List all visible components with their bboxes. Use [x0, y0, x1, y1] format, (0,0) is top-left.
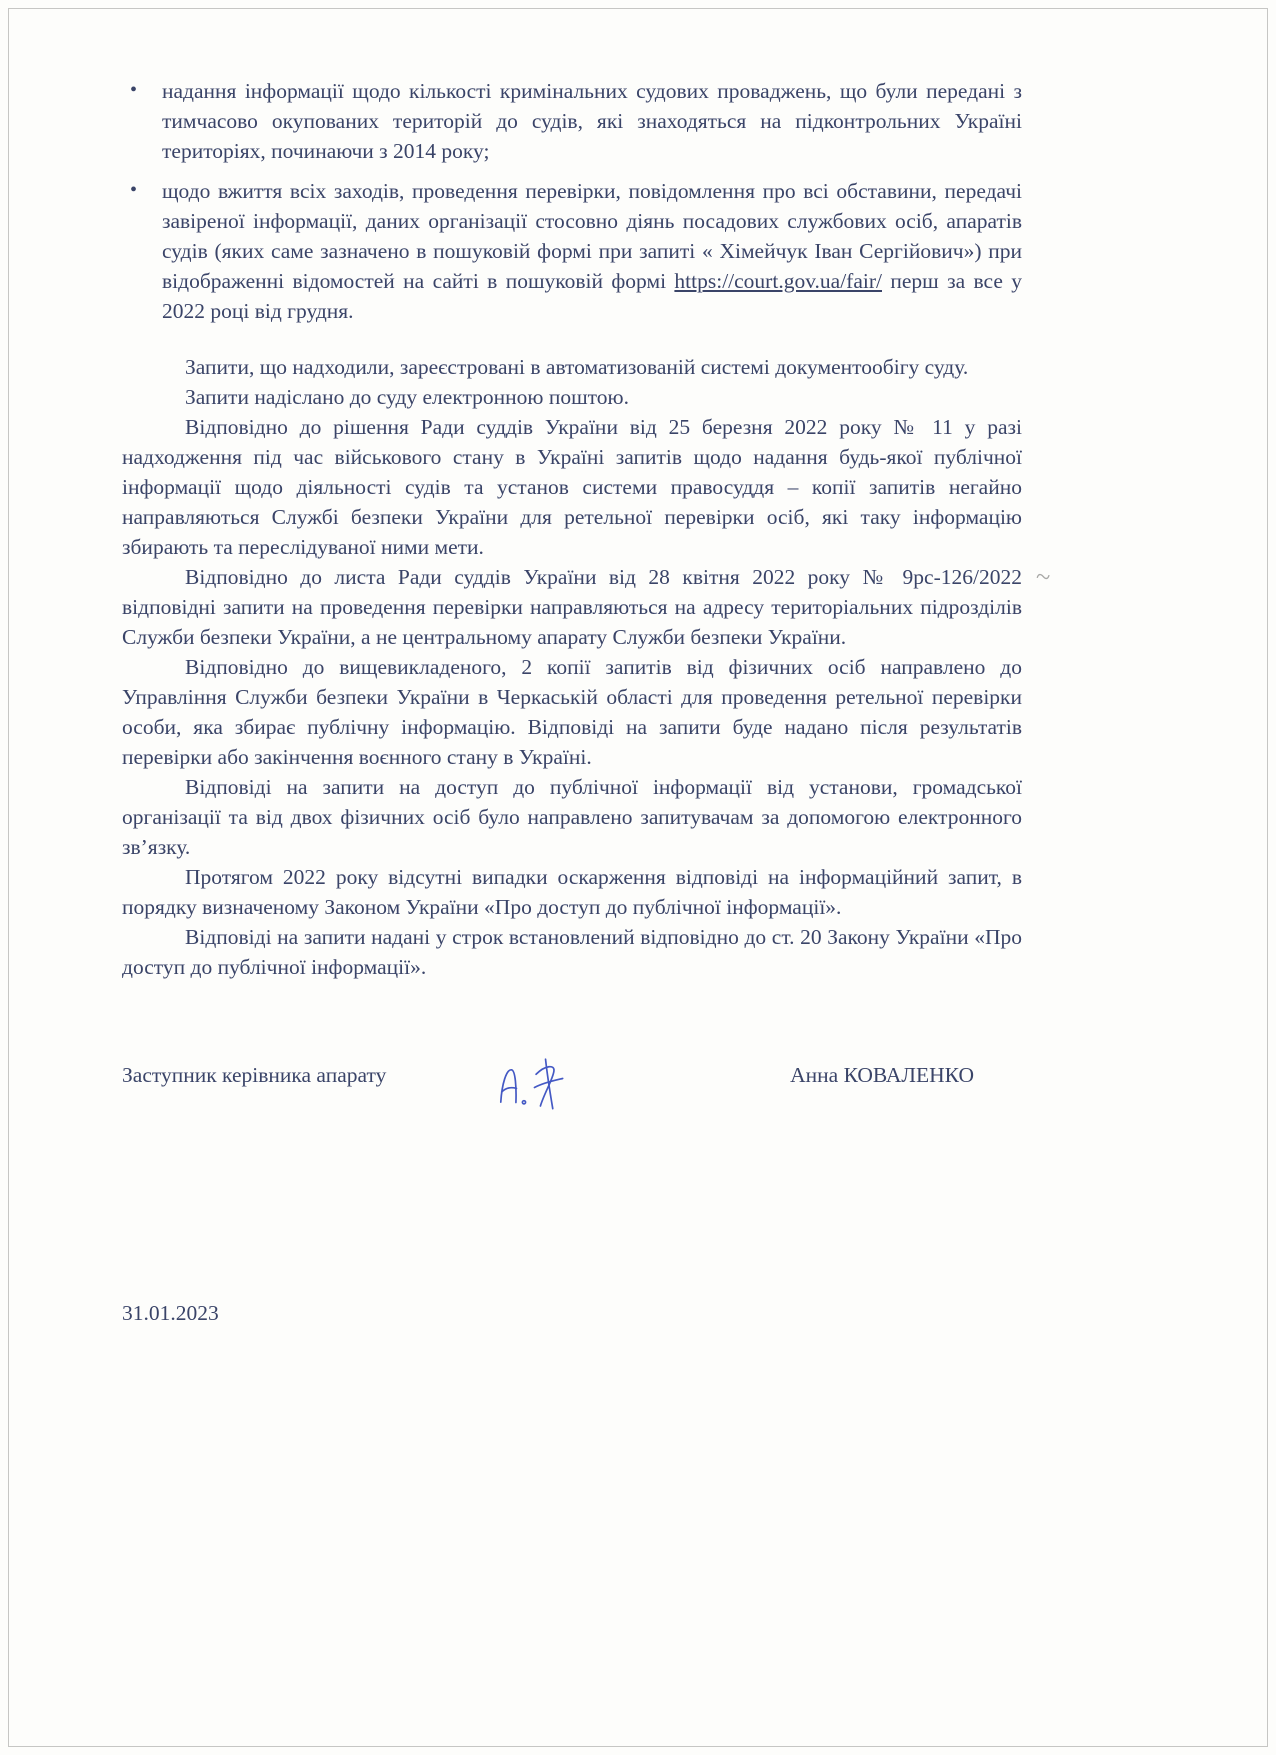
bullet-item: [122, 176, 1022, 326]
paragraph-block: [122, 352, 1022, 982]
paragraph: Запити надіслано до суду електронною поштою.: [185, 385, 629, 409]
scan-artifact: ~: [1034, 561, 1053, 592]
bullet-marker: •: [130, 179, 138, 201]
bullet-text-before-link: щодо вжиття всіх заходів, проведення перевірки, повідомлення про всі обставини, передачі завіреної інформації, даних організації стосовно діянь посадових службових осіб, апаратів судів (яких саме зазначено в пошуковій формі при запиті « Хімейчук Іван Сергійович») при відображенні відомостей на сайті в пошуковій формі: [162, 179, 1022, 293]
signature-name: Анна КОВАЛЕНКО: [790, 1063, 974, 1087]
paragraph: Відповідно до листа Ради суддів України від 28 квітня 2022 року № 9рс-126/2022 відповідні запити на проведення перевірки направляються на адресу територіальних підрозділів Служби безпеки України, а не центральному апарату Служби безпеки України.: [122, 565, 1022, 649]
signature-role: Заступник керівника апарату: [122, 1063, 387, 1087]
paragraph: Відповіді на запити на доступ до публічної інформації від установи, громадської організації та від двох фізичних осіб було направлено запитувачам за допомогою електронного зв’язку.: [122, 775, 1022, 859]
bullet-text: надання інформації щодо кількості кримінальних судових проваджень, що були передані з тимчасово окупованих територій до судів, які знаходяться на підконтрольних Україні територіях, починаючи з 2014 року;: [162, 79, 1022, 163]
bullet-text-after-link: перш за все у 2022 році від грудня.: [162, 269, 1022, 323]
handwritten-signature: [489, 1049, 591, 1117]
document-content: [122, 76, 1022, 1328]
bullet-text: [162, 179, 1022, 323]
paragraph: Відповіді на запити надані у строк встановлений відповідно до ст. 20 Закону України «Про доступ до публічної інформації».: [122, 925, 1022, 979]
paragraph: Запити, що надходили, зареєстровані в автоматизованій системі документообігу суду.: [185, 355, 969, 379]
paragraph: Відповідно до рішення Ради суддів України від 25 березня 2022 року № 11 у разі надходження під час військового стану в Україні запитів щодо надання будь-якої публічної інформації щодо діяльності судів та установ системи правосуддя – копії запитів негайно направляються Службі безпеки України для ретельної перевірки осіб, які таку інформацію збирають та переслідуваної ними мети.: [122, 415, 1022, 559]
bullet-item: [122, 76, 1022, 166]
paragraph: Протягом 2022 року відсутні випадки оскарження відповіді на інформаційний запит, в порядку визначеному Законом України «Про доступ до публічної інформації».: [122, 865, 1022, 919]
bullet-list: [122, 76, 1022, 326]
document-date: 31.01.2023: [122, 1301, 219, 1325]
signature-block: [122, 1060, 1022, 1112]
bullet-marker: •: [130, 79, 138, 101]
court-fair-link[interactable]: https://court.gov.ua/fair/: [674, 269, 882, 293]
paragraph: Відповідно до вищевикладеного, 2 копії запитів від фізичних осіб направлено до Управління Служби безпеки України в Черкаській області для проведення ретельної перевірки особи, яка збирає публічну інформацію. Відповіді на запити буде надано після результатів перевірки або закінчення воєнного стану в Україні.: [122, 655, 1022, 769]
